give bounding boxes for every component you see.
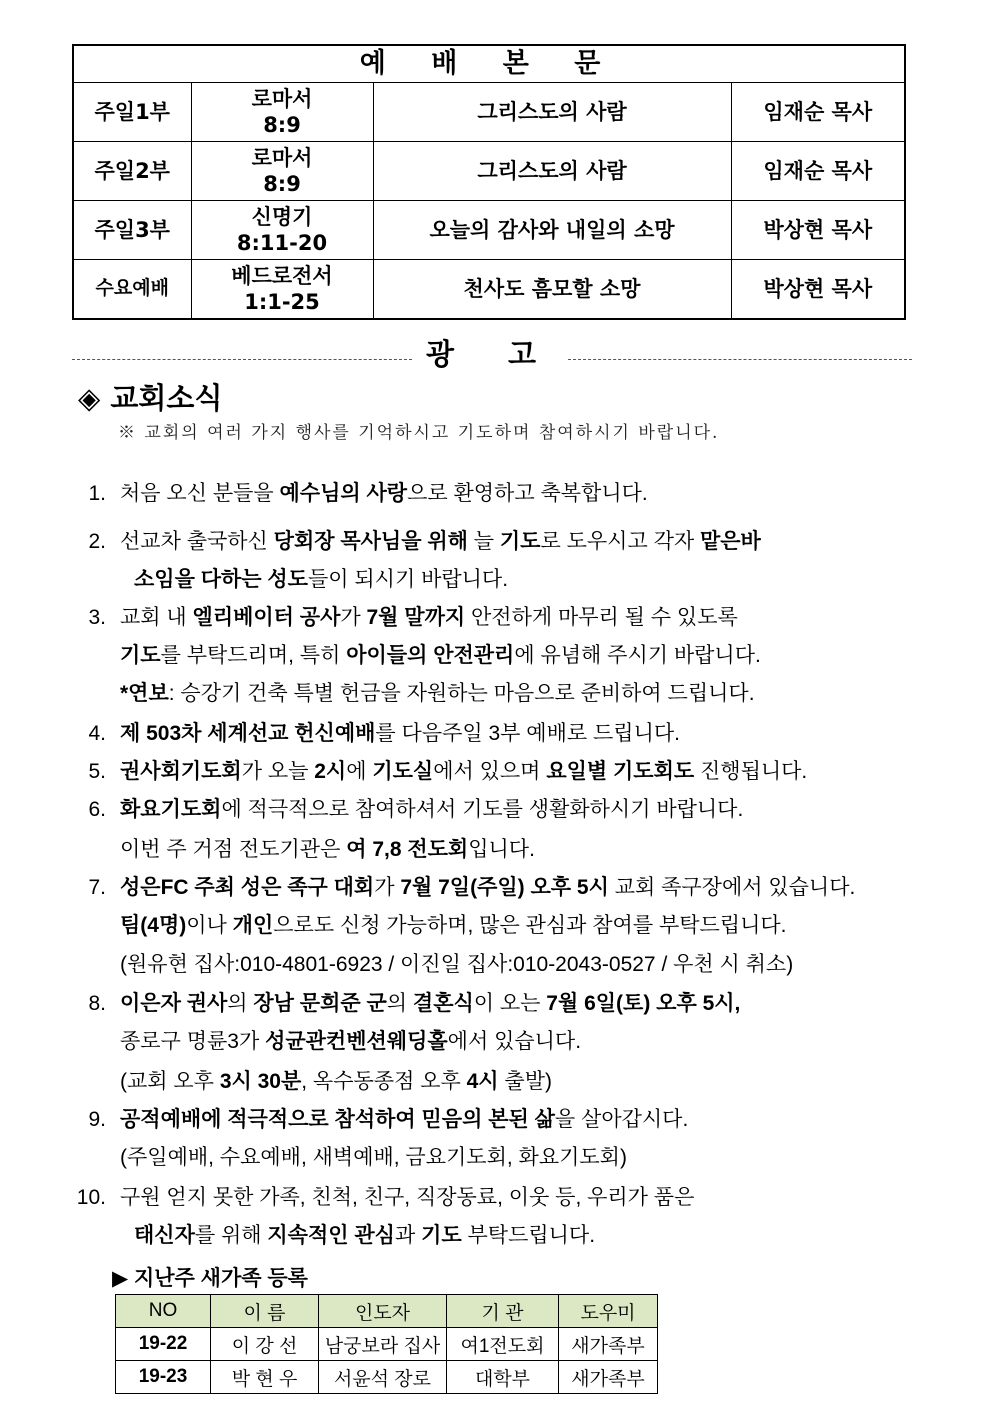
news-line [72,642,761,670]
news-text: 이번 주 거점 전도기관은 [120,838,347,861]
news-text: 을 살아갑시다. [554,1108,689,1131]
news-emphasis: 기도 [421,1224,462,1247]
news-emphasis: 엘리베이터 공사 [192,606,341,629]
service-name: 주일3부 [73,201,191,260]
news-emphasis: 여 7,8 전도회 [346,838,469,861]
reg-guide: 남궁보라 집사 [319,1328,447,1361]
news-text: 이나 [186,914,233,937]
sermon-row [73,142,905,201]
new-family-table [115,1294,658,1394]
news-emphasis: *연보 [120,682,169,705]
news-text: : 승강기 건축 특별 헌금을 자원하는 마음으로 준비하여 드립니다. [168,682,755,705]
news-line [72,1068,552,1096]
sermon-title: 예 배 본 문 [73,45,905,83]
news-line [72,720,680,748]
news-emphasis: 맡은바 [699,530,761,553]
news-line [72,1222,595,1250]
scripture [191,83,373,142]
news-line [72,1144,627,1172]
news-emphasis: 팀(4명) [120,914,187,937]
news-line [62,1184,694,1212]
news-text: 의 [386,992,413,1015]
scripture-verse: 8:9 [263,172,301,196]
news-text: 들이 되시기 바랍니다. [307,568,509,591]
news-emphasis: 성균관컨벤션웨딩홀 [265,1030,448,1053]
preacher: 박상현 목사 [731,201,905,260]
divider-right [568,359,912,360]
preacher: 박상현 목사 [731,260,905,320]
news-emphasis: 7월 말까지 [366,606,466,629]
reg-org: 여1전도회 [447,1328,559,1361]
new-family-title: ▶ 지난주 새가족 등록 [112,1267,308,1290]
news-text: 를 부탁드리며, 특히 [160,644,347,667]
preacher: 임재순 목사 [731,83,905,142]
scripture [191,260,373,320]
news-text: (원유현 집사:010-4801-6923 / 이진일 집사:010-2043-0527 / 우천 시 취소) [120,953,794,976]
news-emphasis: 7월 6일(토) 오후 5시, [546,992,741,1015]
news-emphasis: 7월 7일(주일) 오후 5시 [400,876,609,899]
news-text: 으로도 신청 가능하며, 많은 관심과 참여를 부탁드립니다. [273,914,787,937]
reg-no: 19-22 [116,1328,211,1361]
news-emphasis: 예수님의 사랑 [279,482,408,505]
news-line [72,528,761,556]
news-text: 늘 [467,530,500,553]
news-line [72,990,740,1018]
news-line-number: 9. [88,1108,106,1131]
news-emphasis: 개인 [232,914,274,937]
news-text: 에 적극적으로 참여하셔서 기도를 생활화하시기 바랍니다. [221,798,744,821]
news-line [72,680,755,708]
news-line [72,566,508,594]
sermon-topic: 그리스도의 사람 [373,83,731,142]
scripture-book: 로마서 [251,145,313,170]
news-emphasis: 공적예배에 적극적으로 참석하여 믿음의 본된 삶 [120,1108,555,1131]
news-text: 를 다음주일 3부 예배로 드립니다. [375,722,680,745]
news-text: 입니다. [468,838,535,861]
scripture-book: 신명기 [251,204,313,229]
news-line-number: 7. [88,876,106,899]
news-text: 가 [340,606,367,629]
news-emphasis: 제 503차 세계선교 헌신예배 [120,722,376,745]
announcement-title: 광 고 [425,337,559,371]
news-line-number: 6. [88,798,106,821]
scripture-book: 베드로전서 [231,263,333,288]
news-line-number: 4. [88,722,106,745]
news-text: 부탁드립니다. [461,1224,596,1247]
column-header: 이 름 [211,1295,319,1328]
news-emphasis: 3시 30분 [219,1070,302,1093]
news-text: (교회 오후 [120,1070,220,1093]
news-line [72,604,738,632]
news-line-number: 2. [88,530,106,553]
news-text: 처음 오신 분들을 [120,482,280,505]
news-emphasis: 기도 [499,530,541,553]
service-name: 주일1부 [73,83,191,142]
column-header: NO [116,1295,211,1328]
news-line [72,912,787,940]
news-text: 안전하게 마무리 될 수 있도록 [465,606,738,629]
news-line [72,874,855,902]
news-line [72,796,743,824]
news-text: 구원 얻지 못한 가족, 친척, 친구, 직장동료, 이웃 등, 우리가 품은 [120,1186,695,1209]
news-emphasis: 결혼식 [412,992,474,1015]
news-emphasis: 권사회기도회 [120,760,242,783]
news-line-number: 8. [88,992,106,1015]
news-text: 의 [227,992,254,1015]
news-text: 종로구 명륜3가 [120,1030,266,1053]
announcement-header [72,332,912,376]
sermon-topic: 오늘의 감사와 내일의 소망 [373,201,731,260]
news-emphasis: 당회장 목사님을 위해 [273,530,468,553]
news-emphasis: 이은자 권사 [120,992,228,1015]
news-text: 진행됩니다. [694,760,808,783]
news-emphasis: 요일별 기도회도 [546,760,695,783]
news-line [72,951,793,979]
news-emphasis: 화요기도회 [120,798,222,821]
reg-no: 19-23 [116,1361,211,1394]
table-row [116,1361,658,1394]
scripture [191,142,373,201]
news-line-number: 10. [76,1186,106,1209]
reg-helper: 새가족부 [559,1328,658,1361]
news-line-number: 1. [88,482,106,505]
service-name: 수요예배 [73,260,191,320]
news-emphasis: 아이들의 안전관리 [346,644,515,667]
scripture-verse: 8:11-20 [236,231,328,255]
news-emphasis: 소임을 다하는 성도 [134,568,308,591]
news-emphasis: 장남 문희준 군 [253,992,387,1015]
column-header: 도우미 [559,1295,658,1328]
news-text: 이 오는 [473,992,547,1015]
divider-left [72,359,412,360]
news-text: 에서 있습니다. [447,1030,582,1053]
news-line [72,758,807,786]
reg-helper: 새가족부 [559,1361,658,1394]
reg-guide: 서윤석 장로 [319,1361,447,1394]
table-header-row [116,1295,658,1328]
reg-name: 이 강 선 [211,1328,319,1361]
news-emphasis: 기도 [120,644,161,667]
news-line [72,480,648,508]
news-text: 선교차 출국하신 [120,530,274,553]
service-name: 주일2부 [73,142,191,201]
scripture-book: 로마서 [251,86,313,111]
news-text: 를 위해 [194,1224,268,1247]
news-text: 과 [394,1224,422,1247]
sermon-table [72,44,906,320]
column-header: 인도자 [319,1295,447,1328]
news-line-number: 5. [88,760,106,783]
news-emphasis: 태신자 [134,1224,195,1247]
news-text: 에 유념해 주시기 바랍니다. [514,644,761,667]
news-text: (주일예배, 수요예배, 새벽예배, 금요기도회, 화요기도회) [120,1146,627,1169]
news-line-number: 3. [88,606,106,629]
news-text: 가 [374,876,401,899]
news-text: 으로 환영하고 축복합니다. [407,482,648,505]
news-emphasis: 4시 [466,1070,499,1093]
news-emphasis: 성은FC 주최 성은 족구 대회 [120,876,375,899]
news-emphasis: 2시 [314,760,347,783]
sermon-row [73,260,905,320]
news-line [72,1028,581,1056]
column-header: 기 관 [447,1295,559,1328]
sermon-row [73,201,905,260]
news-emphasis: 기도실 [372,760,434,783]
news-text: 교회 내 [120,606,193,629]
news-text: , 옥수동종점 오후 [301,1070,467,1093]
news-line [72,1106,688,1134]
church-news-note: ※ 교회의 여러 가지 행사를 기억하시고 기도하며 참여하시기 바랍니다. [118,423,720,443]
reg-name: 박 현 우 [211,1361,319,1394]
news-text: 로 도우시고 각자 [540,530,700,553]
scripture [191,201,373,260]
sermon-row [73,83,905,142]
news-line [72,836,535,864]
news-text: 가 오늘 [241,760,315,783]
reg-org: 대학부 [447,1361,559,1394]
news-text: 에서 있으며 [433,760,547,783]
scripture-verse: 8:9 [263,113,301,137]
news-text: 에 [346,760,373,783]
sermon-topic: 그리스도의 사람 [373,142,731,201]
church-news-title: ◈ 교회소식 [78,381,223,415]
news-text: 출발) [498,1070,552,1093]
news-emphasis: 지속적인 관심 [267,1224,395,1247]
news-text: 교회 족구장에서 있습니다. [608,876,856,899]
scripture-verse: 1:1-25 [244,290,320,314]
sermon-topic: 천사도 흠모할 소망 [373,260,731,320]
table-row [116,1328,658,1361]
preacher: 임재순 목사 [731,142,905,201]
